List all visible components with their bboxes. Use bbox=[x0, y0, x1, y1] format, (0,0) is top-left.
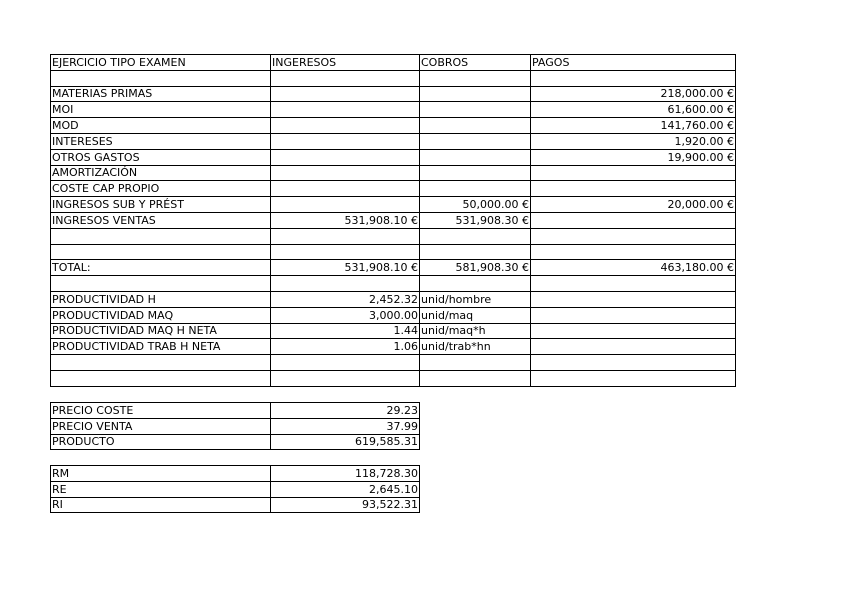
table-cell[interactable] bbox=[271, 149, 420, 165]
table-cell[interactable] bbox=[420, 244, 531, 260]
table-cell[interactable] bbox=[531, 165, 736, 181]
table-cell[interactable]: unid/maq bbox=[420, 307, 531, 323]
table-cell[interactable] bbox=[51, 370, 271, 386]
table-row bbox=[51, 418, 420, 434]
table-cell[interactable]: 29.23 bbox=[271, 403, 420, 419]
table-cell[interactable]: 37.99 bbox=[271, 418, 420, 434]
table-cell[interactable] bbox=[420, 228, 531, 244]
table-cell[interactable]: 531,908.30 € bbox=[420, 212, 531, 228]
table-row bbox=[51, 355, 736, 371]
header-cell[interactable]: INGERESOS bbox=[271, 55, 420, 71]
table-cell[interactable] bbox=[271, 355, 420, 371]
table-row bbox=[51, 244, 736, 260]
table-cell[interactable] bbox=[531, 370, 736, 386]
table-cell[interactable] bbox=[271, 165, 420, 181]
table-row bbox=[51, 86, 736, 102]
table-cell[interactable]: MOI bbox=[51, 102, 271, 118]
header-row bbox=[51, 55, 736, 71]
table-row bbox=[51, 323, 736, 339]
table-cell[interactable] bbox=[420, 133, 531, 149]
table-cell[interactable] bbox=[531, 228, 736, 244]
main-sheet-table bbox=[50, 54, 736, 387]
table-cell[interactable] bbox=[271, 70, 420, 86]
header-cell[interactable]: PAGOS bbox=[531, 55, 736, 71]
table-row bbox=[51, 133, 736, 149]
table-cell[interactable]: 1,920.00 € bbox=[531, 133, 736, 149]
table-cell[interactable] bbox=[271, 228, 420, 244]
table-cell[interactable] bbox=[271, 197, 420, 213]
table-cell[interactable]: 50,000.00 € bbox=[420, 197, 531, 213]
table-cell[interactable] bbox=[51, 228, 271, 244]
table-cell[interactable] bbox=[51, 70, 271, 86]
table-cell[interactable] bbox=[531, 244, 736, 260]
table-cell[interactable] bbox=[51, 355, 271, 371]
table-row bbox=[51, 149, 736, 165]
table-cell[interactable] bbox=[51, 276, 271, 292]
table-cell[interactable]: 3,000.00 bbox=[271, 307, 420, 323]
table-row bbox=[51, 118, 736, 134]
table-cell[interactable]: 531,908.10 € bbox=[271, 260, 420, 276]
table-row bbox=[51, 403, 420, 419]
table-cell[interactable] bbox=[420, 118, 531, 134]
table-cell[interactable] bbox=[271, 244, 420, 260]
table-cell[interactable]: MOD bbox=[51, 118, 271, 134]
table-row bbox=[51, 370, 736, 386]
table-cell[interactable] bbox=[420, 102, 531, 118]
table-cell[interactable] bbox=[271, 102, 420, 118]
table-cell[interactable]: 61,600.00 € bbox=[531, 102, 736, 118]
results-table bbox=[50, 465, 420, 513]
table-cell[interactable] bbox=[531, 355, 736, 371]
table-cell[interactable]: PRODUCTO bbox=[51, 434, 271, 450]
table-cell[interactable] bbox=[531, 307, 736, 323]
table-cell[interactable] bbox=[271, 181, 420, 197]
table-row bbox=[51, 481, 420, 497]
table-cell[interactable]: 2,645.10 bbox=[271, 481, 420, 497]
table-cell[interactable] bbox=[531, 181, 736, 197]
table-row bbox=[51, 276, 736, 292]
table-cell[interactable] bbox=[420, 370, 531, 386]
table-cell[interactable]: 118,728.30 bbox=[271, 466, 420, 482]
table-cell[interactable]: 619,585.31 bbox=[271, 434, 420, 450]
table-row bbox=[51, 197, 736, 213]
table-cell[interactable] bbox=[420, 86, 531, 102]
table-cell[interactable]: 93,522.31 bbox=[271, 497, 420, 513]
table-row bbox=[51, 291, 736, 307]
table-cell[interactable]: unid/trab*hn bbox=[420, 339, 531, 355]
table-cell[interactable] bbox=[271, 118, 420, 134]
table-cell[interactable]: 581,908.30 € bbox=[420, 260, 531, 276]
table-cell[interactable]: OTROS GASTOS bbox=[51, 149, 271, 165]
table-cell[interactable]: TOTAL: bbox=[51, 260, 271, 276]
table-row bbox=[51, 212, 736, 228]
table-row bbox=[51, 165, 736, 181]
table-cell[interactable]: 19,900.00 € bbox=[531, 149, 736, 165]
table-cell[interactable]: RE bbox=[51, 481, 271, 497]
table-cell[interactable] bbox=[531, 276, 736, 292]
table-cell[interactable]: PRODUCTIVIDAD MAQ bbox=[51, 307, 271, 323]
table-cell[interactable] bbox=[271, 370, 420, 386]
table-cell[interactable]: 218,000.00 € bbox=[531, 86, 736, 102]
table-cell[interactable]: unid/maq*h bbox=[420, 323, 531, 339]
table-cell[interactable]: INTERESES bbox=[51, 133, 271, 149]
table-cell[interactable]: AMORTIZACIÓN bbox=[51, 165, 271, 181]
table-cell[interactable]: PRODUCTIVIDAD MAQ H NETA bbox=[51, 323, 271, 339]
table-cell[interactable] bbox=[420, 165, 531, 181]
table-cell[interactable]: PRODUCTIVIDAD H bbox=[51, 291, 271, 307]
table-row bbox=[51, 228, 736, 244]
table-cell[interactable] bbox=[531, 291, 736, 307]
table-cell[interactable] bbox=[531, 339, 736, 355]
table-cell[interactable]: 20,000.00 € bbox=[531, 197, 736, 213]
table-cell[interactable]: COSTE CAP PROPIO bbox=[51, 181, 271, 197]
table-row bbox=[51, 181, 736, 197]
table-cell[interactable] bbox=[271, 86, 420, 102]
table-row bbox=[51, 466, 420, 482]
table-cell[interactable]: INGRESOS SUB Y PRÉST bbox=[51, 197, 271, 213]
table-cell[interactable] bbox=[420, 70, 531, 86]
table-cell[interactable]: PRECIO VENTA bbox=[51, 418, 271, 434]
table-cell[interactable]: PRECIO COSTE bbox=[51, 403, 271, 419]
table-cell[interactable] bbox=[420, 276, 531, 292]
table-row bbox=[51, 339, 736, 355]
table-cell[interactable] bbox=[420, 181, 531, 197]
table-row bbox=[51, 102, 736, 118]
table-cell[interactable]: MATERIAS PRIMAS bbox=[51, 86, 271, 102]
table-cell[interactable] bbox=[51, 244, 271, 260]
table-cell[interactable]: RM bbox=[51, 466, 271, 482]
header-cell[interactable]: EJERCICIO TIPO EXAMEN bbox=[51, 55, 271, 71]
table-cell[interactable]: 141,760.00 € bbox=[531, 118, 736, 134]
table-row bbox=[51, 497, 420, 513]
table-row bbox=[51, 260, 736, 276]
table-cell[interactable]: 1.44 bbox=[271, 323, 420, 339]
table-row bbox=[51, 70, 736, 86]
table-cell[interactable] bbox=[531, 212, 736, 228]
table-cell[interactable] bbox=[271, 133, 420, 149]
table-cell[interactable]: 2,452.32 bbox=[271, 291, 420, 307]
header-cell[interactable]: COBROS bbox=[420, 55, 531, 71]
table-cell[interactable] bbox=[531, 70, 736, 86]
table-cell[interactable]: 1.06 bbox=[271, 339, 420, 355]
table-cell[interactable]: 531,908.10 € bbox=[271, 212, 420, 228]
table-cell[interactable] bbox=[531, 323, 736, 339]
table-cell[interactable] bbox=[420, 355, 531, 371]
table-cell[interactable] bbox=[271, 276, 420, 292]
table-cell[interactable]: 463,180.00 € bbox=[531, 260, 736, 276]
table-row bbox=[51, 434, 420, 450]
table-cell[interactable]: RI bbox=[51, 497, 271, 513]
price-table bbox=[50, 402, 420, 450]
table-cell[interactable]: unid/hombre bbox=[420, 291, 531, 307]
table-cell[interactable]: PRODUCTIVIDAD TRAB H NETA bbox=[51, 339, 271, 355]
table-cell[interactable] bbox=[420, 149, 531, 165]
table-row bbox=[51, 307, 736, 323]
table-cell[interactable]: INGRESOS VENTAS bbox=[51, 212, 271, 228]
